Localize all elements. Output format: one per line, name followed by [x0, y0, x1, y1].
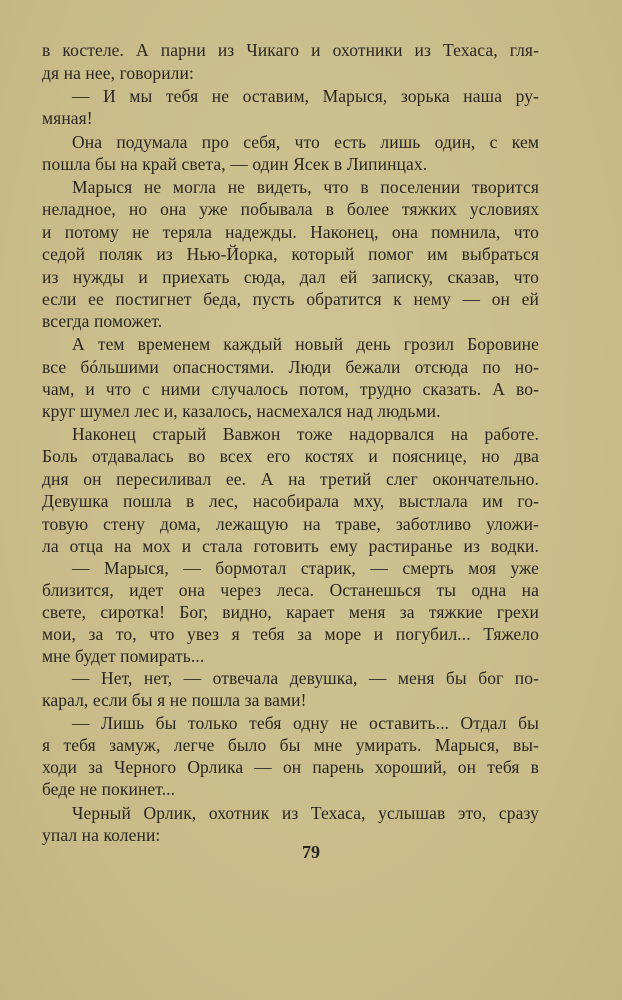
text-line: мои, за то, что увез я тебя за море и погубил... Тяжело: [42, 624, 539, 644]
text-line: ла отца на мох и стала готовить ему растиранье из водки.: [42, 536, 539, 556]
text-line: — Лишь бы только тебя одну не оставить... Отдал бы: [72, 713, 539, 733]
text-line: мяная!: [42, 108, 93, 128]
text-line: седой поляк из Нью-Йорка, который помог им выбраться: [42, 244, 539, 264]
text-line: — Нет, нет, — отвечала девушка, — меня бы бог по-: [72, 668, 539, 688]
text-line: — Марыся, — бормотал старик, — смерть моя уже: [72, 558, 539, 578]
text-line: — И мы тебя не оставим, Марыся, зорька наша ру-: [72, 86, 539, 106]
text-line: пошла бы на край света, — один Ясек в Липинцах.: [42, 154, 428, 174]
text-line: неладное, но она уже побывала в более тяжких условиях: [42, 199, 539, 219]
text-line: чам, и что с ними случалось потом, трудно сказать. А во-: [42, 379, 539, 399]
text-line: дя на нее, говорили:: [42, 63, 194, 83]
page-number: 79: [302, 842, 320, 862]
text-line: круг шумел лес и, казалось, насмехался над людьми.: [42, 401, 441, 421]
text-line: близится, идет она через леса. Останешься ты одна на: [42, 580, 539, 600]
text-line: беде не покинет...: [42, 779, 176, 799]
text-line: из нужды и приехать сюда, дал ей записку, сказав, что: [42, 267, 539, 287]
text-line: и потому не теряла надежды. Наконец, она помнила, что: [42, 222, 539, 242]
text-line: Она подумала про себя, что есть лишь один, с кем: [72, 132, 539, 152]
text-line: упал на колени:: [42, 825, 161, 845]
text-line: в костеле. А парни из Чикаго и охотники из Техаса, гля-: [42, 40, 539, 60]
text-line: товую стену дома, лежащую на траве, заботливо уложи-: [42, 514, 539, 534]
text-line: свете, сиротка! Бог, видно, карает меня за тяжкие грехи: [42, 602, 539, 622]
text-line: Наконец старый Вавжон тоже надорвался на работе.: [72, 424, 539, 444]
text-line: А тем временем каждый новый день грозил Боровине: [72, 334, 539, 354]
text-line: Боль отдавалась во всех его костях и пояснице, но два: [42, 446, 539, 466]
text-line: Девушка пошла в лес, насобирала мху, выстлала им го-: [42, 491, 539, 511]
text-line: Черный Орлик, охотник из Техаса, услышав это, сразу: [72, 803, 539, 823]
text-line: Марыся не могла не видеть, что в поселении творится: [72, 177, 539, 197]
text-line: карал, если бы я не пошла за вами!: [42, 690, 307, 710]
text-line: ходи за Черного Орлика — он парень хороший, он тебя в: [42, 757, 539, 777]
text-line: я тебя замуж, легче было бы мне умирать. Марыся, вы-: [42, 735, 539, 755]
text-line: все бóльшими опасностями. Люди бежали отсюда по но-: [42, 357, 539, 377]
text-line: дня он пересиливал ее. А на третий слег окончательно.: [42, 469, 539, 489]
text-line: если ее постигнет беда, пусть обратится к нему — он ей: [42, 289, 539, 309]
text-line: мне будет помирать...: [42, 646, 205, 666]
text-line: всегда поможет.: [42, 311, 163, 331]
